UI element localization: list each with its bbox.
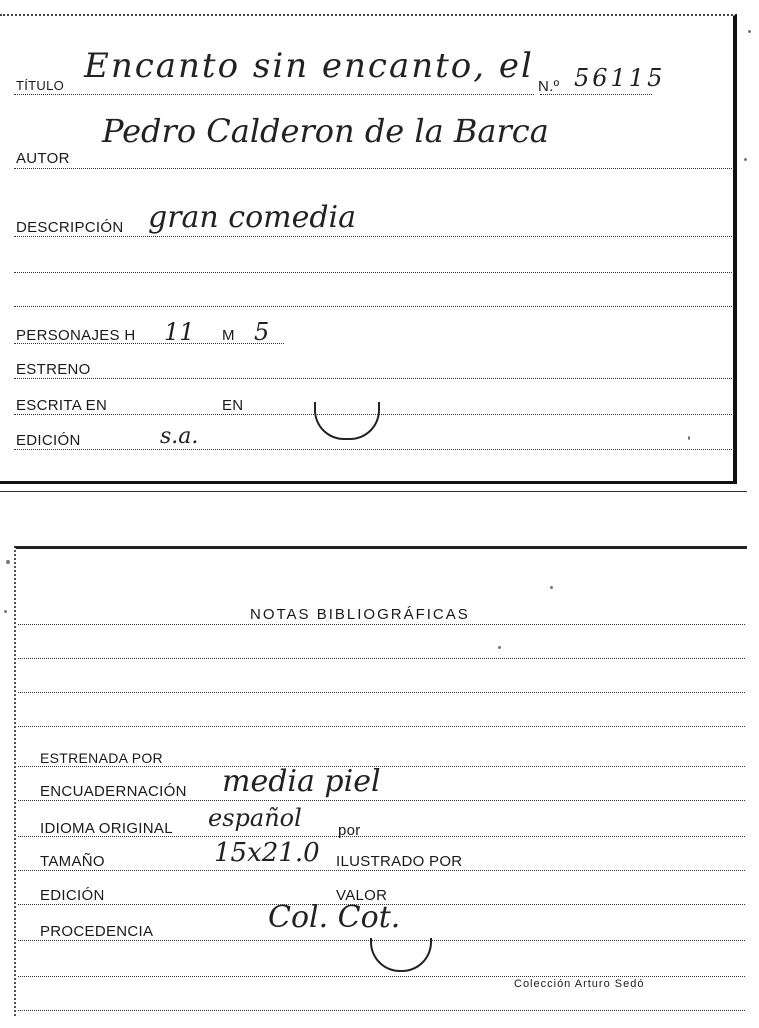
autor-label: AUTOR (16, 150, 70, 167)
blank-line-3 (18, 974, 745, 977)
notas-line-3 (18, 690, 745, 693)
escrita-label: ESCRITA EN (16, 397, 108, 414)
scan-speck (550, 586, 553, 589)
descripcion-label: DESCRIPCIÓN (16, 219, 124, 236)
notas-line-1 (18, 622, 745, 625)
blank-line-1 (14, 270, 734, 273)
numero-value: 56115 (574, 64, 666, 92)
por-label: por (338, 822, 361, 839)
personajes-m-label: M (222, 327, 235, 344)
personajes-line (14, 341, 284, 344)
autor-value: Pedro Calderon de la Barca (102, 112, 549, 150)
notas-line-4 (18, 724, 745, 727)
card-separator (0, 491, 747, 492)
estrenada-label: ESTRENADA POR (40, 750, 163, 766)
ilustrado-label: ILUSTRADO POR (336, 853, 463, 870)
personajes-label: PERSONAJES H (16, 327, 136, 344)
idioma-value: español (208, 804, 302, 832)
tamano-label: TAMAÑO (40, 853, 105, 870)
scan-speck (498, 646, 501, 649)
notas-title: NOTAS BIBLIOGRÁFICAS (250, 606, 470, 623)
edicion-label-top: EDICIÓN (16, 432, 81, 449)
estreno-label: ESTRENO (16, 361, 91, 378)
coleccion-label: Colección Arturo Sedó (514, 978, 645, 990)
estrenada-line (18, 764, 745, 767)
procedencia-value: Col. Cot. (268, 900, 401, 935)
procedencia-label: PROCEDENCIA (40, 923, 154, 940)
titulo-value: Encanto sin encanto, el (84, 46, 534, 86)
tamano-value: 15x21.0 (214, 838, 320, 868)
descripcion-line (14, 234, 734, 237)
blank-line-2 (14, 304, 734, 307)
autor-line (14, 166, 734, 169)
edicion-label-bottom: EDICIÓN (40, 887, 105, 904)
edicion-value: s.a. (160, 424, 199, 449)
numero-label: N.º (538, 78, 560, 95)
descripcion-value: gran comedia (148, 200, 357, 235)
encuadernacion-line (18, 798, 745, 801)
idioma-label: IDIOMA ORIGINAL (40, 820, 173, 837)
idioma-line (18, 834, 745, 837)
tamano-line (18, 868, 745, 871)
valor-label: VALOR (336, 887, 388, 904)
scan-speck (4, 610, 7, 613)
scan-speck (6, 560, 10, 564)
encuadernacion-value: media piel (222, 764, 381, 799)
scan-speck (688, 436, 690, 440)
scan-speck (744, 158, 747, 161)
personajes-h-value: 11 (164, 318, 195, 346)
notas-line-2 (18, 656, 745, 659)
titulo-label: TÍTULO (16, 78, 65, 93)
edicion-line-top (14, 447, 734, 450)
titulo-line (14, 92, 534, 95)
encuadernacion-label: ENCUADERNACIÓN (40, 783, 187, 800)
numero-line (540, 92, 652, 95)
personajes-m-value: 5 (254, 318, 270, 346)
estreno-line (14, 376, 734, 379)
blank-line-4 (18, 1008, 745, 1011)
en-label: EN (222, 397, 244, 414)
scan-speck (748, 30, 751, 33)
